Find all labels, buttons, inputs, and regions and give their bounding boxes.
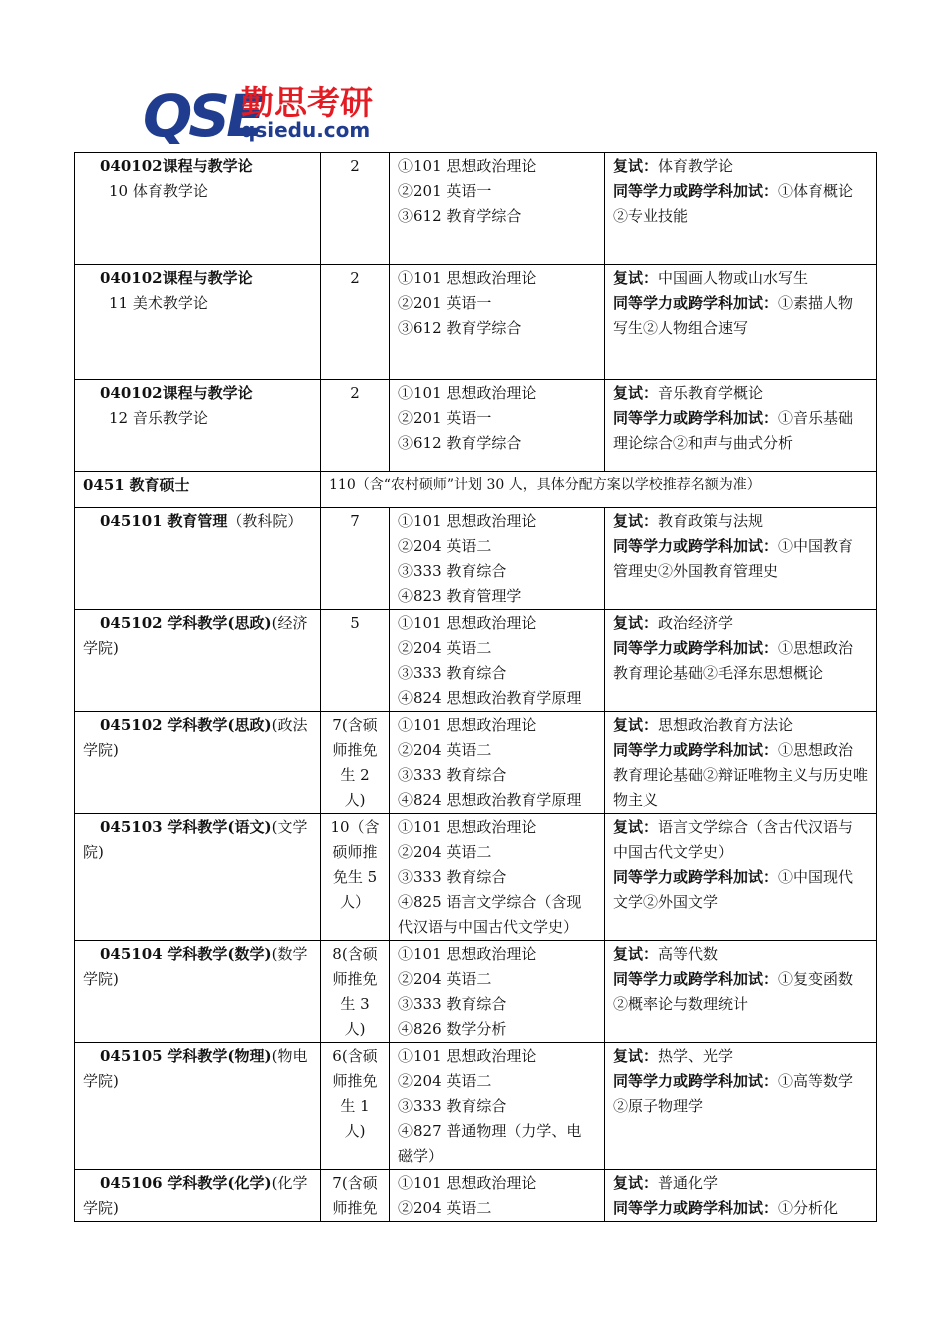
quota-cell: 2	[321, 153, 390, 265]
table-row	[75, 380, 877, 472]
table-row: 045102 学科教学(思政)(政法学院) 7(含硕师推免生 2 人) ①101 思想政治理论 ②204 英语二 ③333 教育综合 ④824 思想政治教育学原理 复试：思想政治教育方法论 同等学力或跨学科加试：①思想政治教育理论基础②辩证唯物主义与历史唯物主义	[75, 712, 877, 814]
table-row: 045103 学科教学(语文)(文学院) 10（含硕师推免生 5 人） ①101 思想政治理论 ②204 英语二 ③333 教育综合 ④825 语言文学综合（含现代汉语与中国古代文学史） 复试：语言文学综合（含古代汉语与中国古代文学史） 同等学力或跨学科加试：①中国现代文学②外国文学	[75, 814, 877, 941]
qse-logo	[143, 80, 408, 144]
exam-cell: ①101 思想政治理论 ②204 英语二 ③333 教育综合 ④827 普通物理（力学、电磁学）	[390, 1043, 605, 1170]
logo-brand: 勤思考研	[241, 83, 373, 122]
quota-cell: 7(含硕师推免生 2 人)	[321, 712, 390, 814]
retest-cell: 复试：热学、光学 同等学力或跨学科加试：①高等数学②原子物理学	[605, 1043, 877, 1170]
retest-cell: 复试：高等代数 同等学力或跨学科加试：①复变函数②概率论与数理统计	[605, 941, 877, 1043]
exam-cell: ①101 思想政治理论 ②204 英语二 ③333 教育综合 ④824 思想政治教育学原理	[390, 712, 605, 814]
retest-cell: 复试：政治经济学 同等学力或跨学科加试：①思想政治教育理论基础②毛泽东思想概论	[605, 610, 877, 712]
program-direction: 11 美术教学论	[109, 294, 208, 312]
quota-cell: 5	[321, 610, 390, 712]
program-code: 040102	[100, 269, 163, 287]
retest-cell: 复试：音乐教育学概论 同等学力或跨学科加试：①音乐基础理论综合②和声与曲式分析	[605, 380, 877, 472]
program-name: 课程与教学论	[162, 157, 253, 175]
table-row: 045102 学科教学(思政)(经济学院) 5 ①101 思想政治理论 ②204 英语二 ③333 教育综合 ④824 思想政治教育学原理 复试：政治经济学 同等学力或跨学科加试：①思想政治教育理论基础②毛泽东思想概论	[75, 610, 877, 712]
program-name: 课程与教学论	[162, 384, 253, 402]
table-row	[75, 153, 877, 265]
table-row: 045105 学科教学(物理)(物电学院) 6(含硕师推免生 1 人) ①101 思想政治理论 ②204 英语二 ③333 教育综合 ④827 普通物理（力学、电磁学） 复试：热学、光学 同等学力或跨学科加试：①高等数学②原子物理学	[75, 1043, 877, 1170]
program-code: 040102	[100, 384, 163, 402]
quota-cell: 10（含硕师推免生 5 人）	[321, 814, 390, 941]
table-row	[75, 265, 877, 380]
program-direction: 10 体育教学论	[109, 182, 208, 200]
category-note: 110（含“农村硕师”计划 30 人，具体分配方案以学校推荐名额为准）	[321, 472, 877, 508]
quota-cell: 6(含硕师推免生 1 人)	[321, 1043, 390, 1170]
quota-cell: 2	[321, 265, 390, 380]
quota-cell: 7	[321, 508, 390, 610]
program-direction: 12 音乐教学论	[109, 409, 208, 427]
logo-site: qsiedu.com	[241, 118, 371, 142]
retest-cell: 复试：教育政策与法规 同等学力或跨学科加试：①中国教育管理史②外国教育管理史	[605, 508, 877, 610]
exam-cell: ①101 思想政治理论 ②204 英语二 ③333 教育综合 ④823 教育管理学	[390, 508, 605, 610]
quota-cell: 2	[321, 380, 390, 472]
retest-cell: 复试：体育教学论 同等学力或跨学科加试：①体育概论②专业技能	[605, 153, 877, 265]
program-name: 课程与教学论	[162, 269, 253, 287]
exam-cell: ①101 思想政治理论 ②201 英语一 ③612 教育学综合	[390, 380, 605, 472]
quota-cell: 7(含硕师推免	[321, 1170, 390, 1222]
program-code: 040102	[100, 157, 163, 175]
category-code: 0451	[83, 476, 125, 494]
retest-cell: 复试：中国画人物或山水写生 同等学力或跨学科加试：①素描人物写生②人物组合速写	[605, 265, 877, 380]
exam-cell: ①101 思想政治理论 ②204 英语二 ③333 教育综合 ④825 语言文学综合（含现代汉语与中国古代文学史）	[390, 814, 605, 941]
program-table	[74, 152, 877, 1222]
category-name: 教育硕士	[129, 476, 190, 494]
exam-cell: ①101 思想政治理论 ②201 英语一 ③612 教育学综合	[390, 153, 605, 265]
exam-cell: ①101 思想政治理论 ②204 英语二	[390, 1170, 605, 1222]
table-row: 045104 学科教学(数学)(数学学院) 8(含硕师推免生 3 人) ①101 思想政治理论 ②204 英语二 ③333 教育综合 ④826 数学分析 复试：高等代数 同等学力或跨学科加试：①复变函数②概率论与数理统计	[75, 941, 877, 1043]
table-row: 045106 学科教学(化学)(化学学院) 7(含硕师推免 ①101 思想政治理论 ②204 英语二 复试：普通化学 同等学力或跨学科加试：①分析化	[75, 1170, 877, 1222]
exam-cell: ①101 思想政治理论 ②201 英语一 ③612 教育学综合	[390, 265, 605, 380]
retest-cell: 复试：思想政治教育方法论 同等学力或跨学科加试：①思想政治教育理论基础②辩证唯物主义与历史唯物主义	[605, 712, 877, 814]
table-row: 045101 教育管理（教科院） 7 ①101 思想政治理论 ②204 英语二 ③333 教育综合 ④823 教育管理学 复试：教育政策与法规 同等学力或跨学科加试：①中国教育管理史②外国教育管理史	[75, 508, 877, 610]
exam-cell: ①101 思想政治理论 ②204 英语二 ③333 教育综合 ④824 思想政治教育学原理	[390, 610, 605, 712]
logo-letters: QSE	[143, 82, 262, 144]
quota-cell: 8(含硕师推免生 3 人)	[321, 941, 390, 1043]
exam-cell: ①101 思想政治理论 ②204 英语二 ③333 教育综合 ④826 数学分析	[390, 941, 605, 1043]
category-row	[75, 472, 877, 508]
retest-cell: 复试：语言文学综合（含古代汉语与中国古代文学史） 同等学力或跨学科加试：①中国现代文学②外国文学	[605, 814, 877, 941]
retest-cell: 复试：普通化学 同等学力或跨学科加试：①分析化	[605, 1170, 877, 1222]
